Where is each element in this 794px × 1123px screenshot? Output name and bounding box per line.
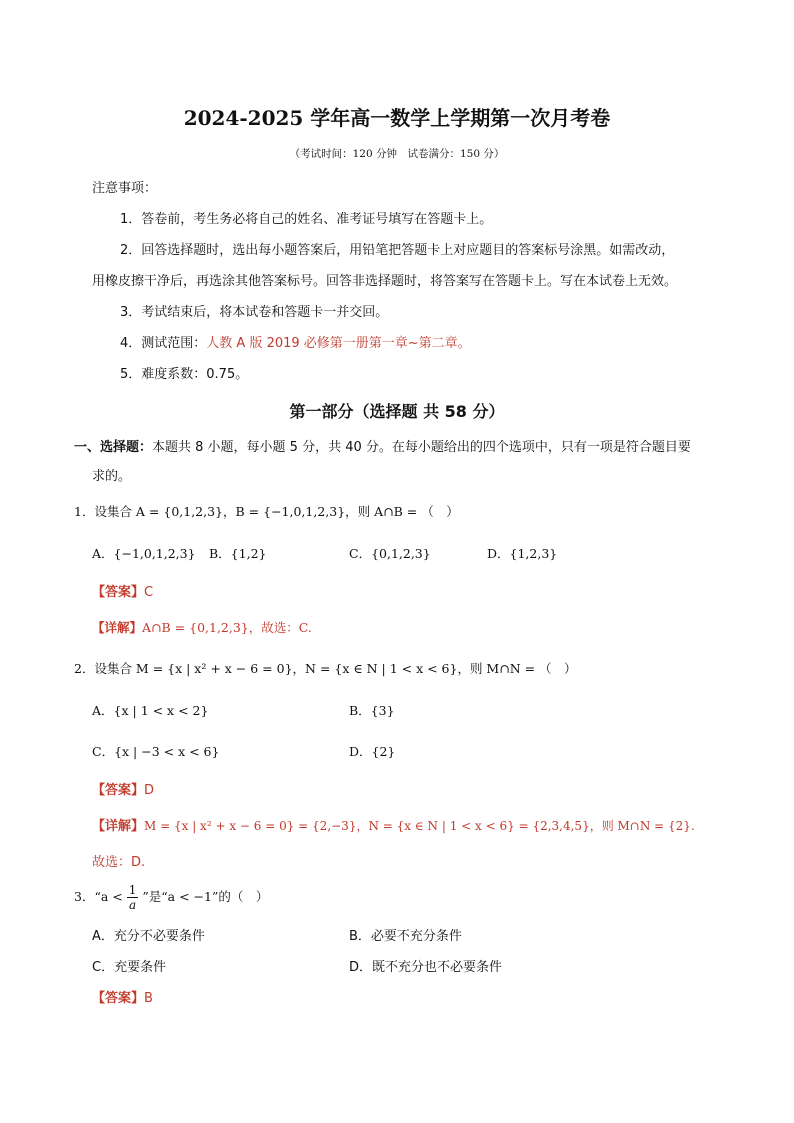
q2-option-d: D．{2} <box>349 744 396 759</box>
q3-stem-suffix: ”是“a < −1”的（ ） <box>142 889 269 904</box>
answer-label: 【答案】 <box>92 585 145 600</box>
q3-option-d: D．既不充分也不必要条件 <box>349 960 503 975</box>
page-title: 2024-2025 学年高一数学上学期第一次月考卷 <box>183 106 611 130</box>
instructions-text: 本题共 8 小题，每小题 5 分，共 40 分。在每小题给出的四个选项中，只有一项是符合题目要 <box>152 440 691 455</box>
q2-option-a: A．{x | 1 < x < 2} <box>92 703 209 718</box>
q1-option-b: B．{1,2} <box>209 546 267 561</box>
notice-item-2-cont: 用橡皮擦干净后，再选涂其他答案标号。回答非选择题时，将答案写在答题卡上。写在本试卷上无效。 <box>92 274 678 289</box>
notice-item-4-prefix: 4．测试范围： <box>120 336 207 351</box>
detail-text: M = {x | x² + x − 6 = 0} = {2,−3}，N = {x ∈ N | 1 < x < 6} = {2,3,4,5}，则 M∩N = {2}. <box>144 819 695 833</box>
q1-answer <box>92 581 153 600</box>
q1-option-a: A．{−1,0,1,2,3} <box>92 546 196 561</box>
q2-option-c: C．{x | −3 < x < 6} <box>92 744 220 759</box>
answer-value: D <box>144 783 155 798</box>
detail-label: 【详解】 <box>92 819 145 834</box>
notice-heading: 注意事项： <box>92 181 158 196</box>
instructions-label: 一、选择题： <box>74 440 153 455</box>
notice-item-3: 3．考试结束后，将本试卷和答题卡一并交回。 <box>120 305 389 320</box>
q3-option-a: A．充分不必要条件 <box>92 929 205 944</box>
q1-detail <box>92 618 312 636</box>
q2-detail <box>92 815 695 834</box>
q3-stem-prefix: 3．“a < <box>74 889 123 904</box>
q3-option-b: B．必要不充分条件 <box>349 929 462 944</box>
part1-instructions-cont: 求的。 <box>92 469 132 484</box>
notice-item-4 <box>120 332 471 351</box>
answer-value: C <box>144 585 154 600</box>
q3-stem <box>74 884 268 911</box>
notice-item-5: 5．难度系数：0.75。 <box>120 367 249 382</box>
q2-stem: 2．设集合 M = {x | x² + x − 6 = 0}，N = {x ∈ N | 1 < x < 6}，则 M∩N = （ ） <box>74 661 577 676</box>
q3-answer <box>92 987 153 1006</box>
answer-value: B <box>144 991 153 1006</box>
q1-option-d: D．{1,2,3} <box>487 546 558 561</box>
fraction-denominator: a <box>128 898 137 912</box>
q3-option-c: C．充要条件 <box>92 960 167 975</box>
part1-instructions <box>74 436 691 455</box>
detail-text: A∩B = {0,1,2,3}，故选：C. <box>142 620 312 635</box>
q1-stem: 1．设集合 A = {0,1,2,3}，B = {−1,0,1,2,3}，则 A∩B = （ ） <box>74 504 459 519</box>
answer-label: 【答案】 <box>92 783 145 798</box>
fraction-one-over-a <box>127 884 139 911</box>
q1-option-c: C．{0,1,2,3} <box>349 546 431 561</box>
answer-label: 【答案】 <box>92 991 145 1006</box>
part1-heading: 第一部分（选择题 共 58 分） <box>289 402 505 421</box>
notice-item-2: 2．回答选择题时，选出每小题答案后，用铅笔把答题卡上对应题目的答案标号涂黑。如需改动， <box>120 243 675 258</box>
q2-answer <box>92 779 154 798</box>
test-scope: 人教 A 版 2019 必修第一册第一章~第二章。 <box>206 336 471 351</box>
fraction-numerator: 1 <box>128 883 137 897</box>
q2-conclusion: 故选：D. <box>92 855 146 870</box>
detail-label: 【详解】 <box>92 620 143 635</box>
q2-option-b: B．{3} <box>349 703 395 718</box>
notice-item-1: 1．答卷前，考生务必将自己的姓名、准考证号填写在答题卡上。 <box>120 212 493 227</box>
exam-info: （考试时间：120 分钟 试卷满分：150 分） <box>289 148 505 160</box>
